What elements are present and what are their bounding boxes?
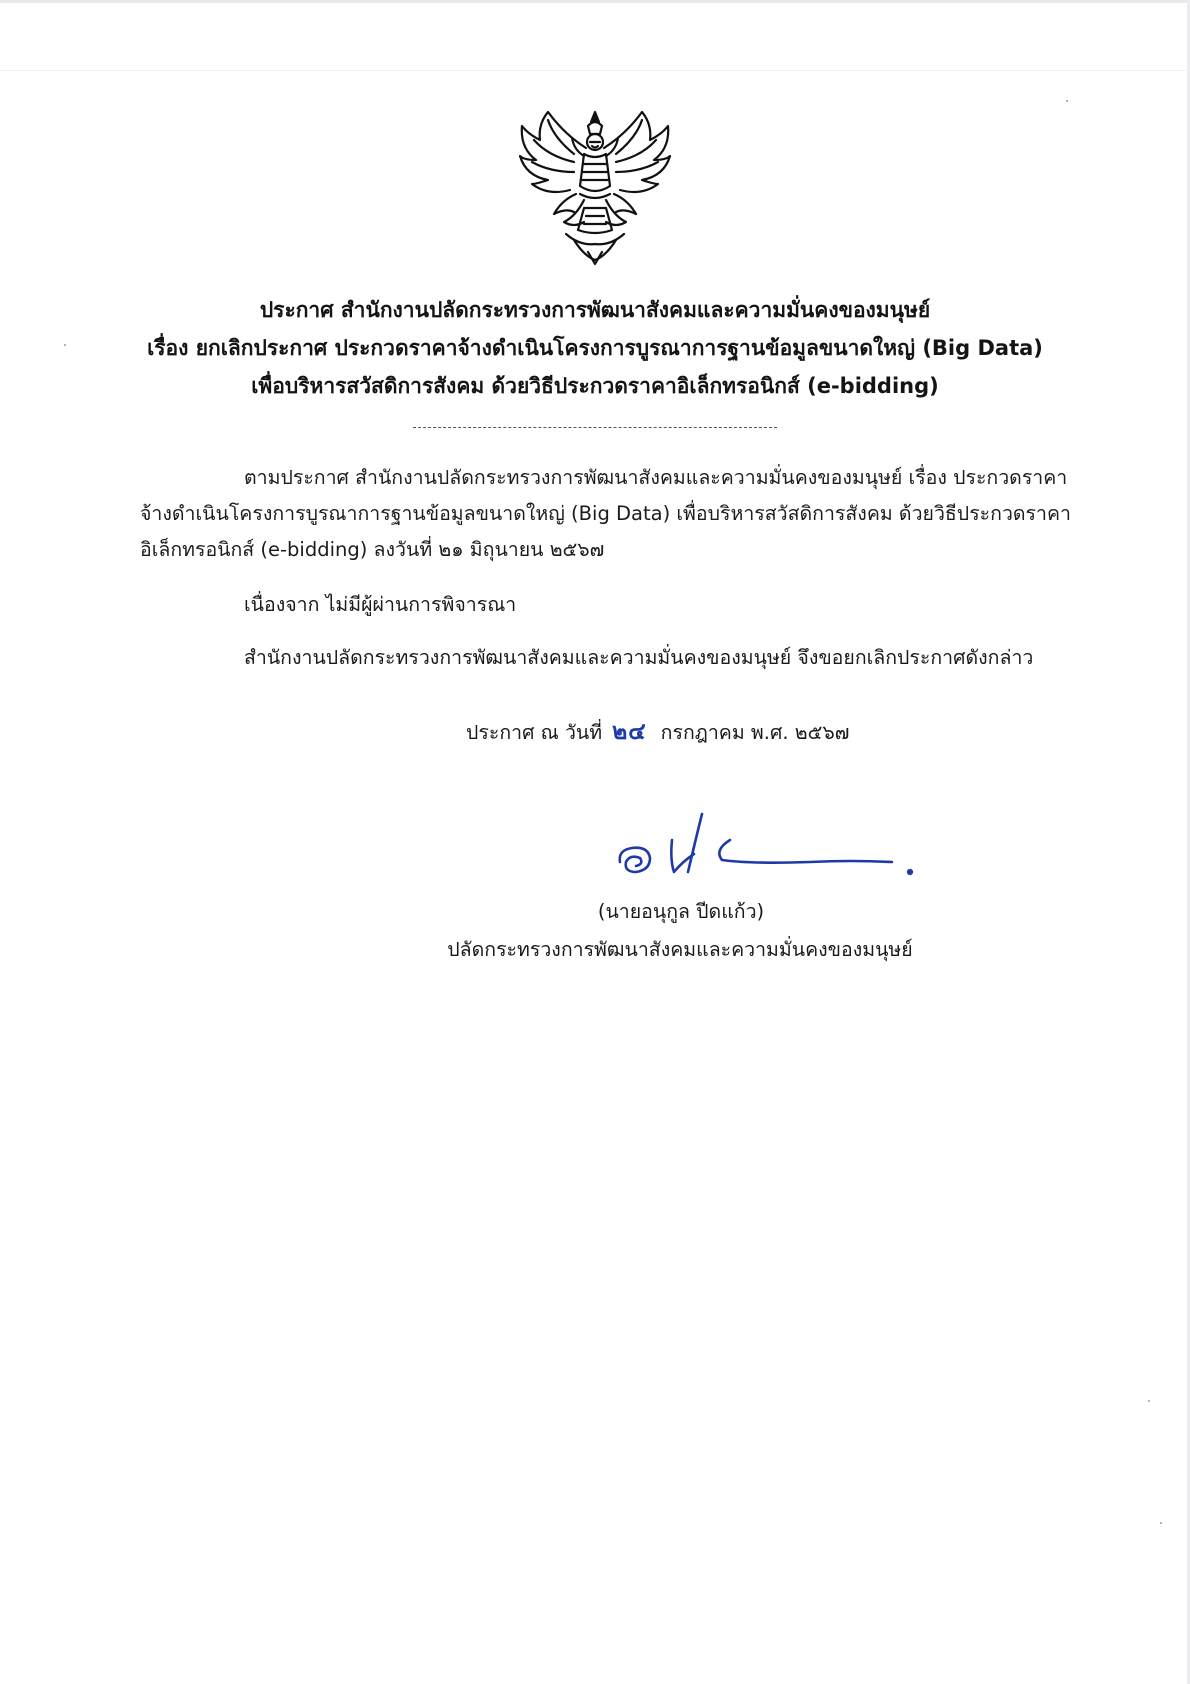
title-line-3: เพื่อบริหารสวัสดิการสังคม ด้วยวิธีประกวดราคาอิเล็กทรอนิกส์ (e-bidding) — [251, 374, 939, 398]
signatory-name: (นายอนุกูล ปีดแก้ว) — [597, 900, 765, 923]
garuda-emblem-icon — [514, 104, 676, 266]
conclusion-text: สำนักงานปลัดกระทรวงการพัฒนาสังคมและความมั่นคงของมนุษย์ จึงขอยกเลิกประกาศดังกล่าว — [244, 646, 1034, 669]
date-prefix: ประกาศ ณ วันที่ — [466, 721, 603, 744]
paragraph-line-2: จ้างดำเนินโครงการบูรณาการฐานข้อมูลขนาดใหญ่ (Big Data) เพื่อบริหารสวัสดิการสังคม ด้วยวิธีประกวดราคา — [140, 502, 1071, 525]
scan-speck — [1148, 1400, 1150, 1402]
paragraph-line-1: ตามประกาศ สำนักงานปลัดกระทรวงการพัฒนาสังคมและความมั่นคงของมนุษย์ เรื่อง ประกวดราคา — [244, 466, 1068, 489]
title-line-2: เรื่อง ยกเลิกประกาศ ประกวดราคาจ้างดำเนินโครงการบูรณาการฐานข้อมูลขนาดใหญ่ (Big Data) — [147, 336, 1043, 360]
handwritten-day: ๒๔ — [612, 718, 647, 745]
handwritten-signature-icon — [610, 810, 930, 900]
date-month-year: กรกฎาคม พ.ศ. ๒๕๖๗ — [660, 721, 850, 744]
reference-paragraph — [140, 460, 1071, 568]
scan-speck — [64, 344, 66, 346]
dashed-divider — [413, 427, 777, 428]
scan-speck — [1066, 100, 1068, 102]
scan-speck — [1160, 1522, 1162, 1524]
scan-artifact-line — [0, 70, 1190, 71]
paragraph-line-3: อิเล็กทรอนิกส์ (e-bidding) ลงวันที่ ๒๑ มิถุนายน ๒๕๖๗ — [140, 538, 605, 561]
announcement-date — [466, 714, 849, 751]
announcement-title — [60, 291, 1130, 405]
scan-edge-top — [0, 0, 1190, 3]
signatory-position: ปลัดกระทรวงการพัฒนาสังคมและความมั่นคงของมนุษย์ — [447, 938, 913, 961]
title-line-1: ประกาศ สำนักงานปลัดกระทรวงการพัฒนาสังคมและความมั่นคงของมนุษย์ — [259, 298, 931, 322]
reason-text: เนื่องจาก ไม่มีผู้ผ่านการพิจารณา — [244, 593, 517, 616]
